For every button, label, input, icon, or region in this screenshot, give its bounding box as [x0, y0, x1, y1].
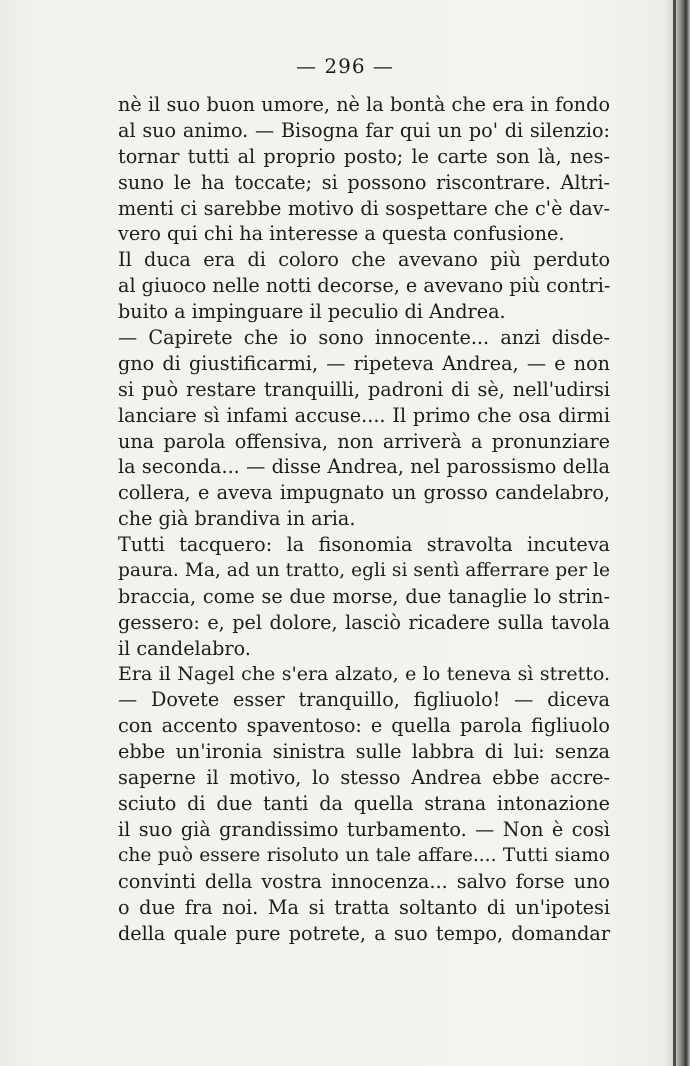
text-line: convinti della vostra innocenza... salvo forse uno: [118, 869, 610, 893]
text-line: che può essere risoluto un tale affare.... Tutti siamo: [118, 844, 610, 866]
text-line: suno le ha toccate; si possono riscontrare. Altri-: [118, 170, 610, 194]
text-line: si può restare tranquilli, padroni di sè, nell'udirsi: [118, 377, 610, 401]
body-text: [118, 92, 610, 946]
text-line: paura. Ma, ad un tratto, egli si sentì afferrare per le: [118, 560, 610, 582]
text-line: la seconda... — disse Andrea, nel parossismo della: [118, 455, 610, 479]
text-line: gno di giustificarmi, — ripeteva Andrea, — e non: [118, 351, 610, 375]
text-line: con accento spaventoso: e quella parola figliuolo: [118, 714, 610, 738]
text-line: il candelabro.: [118, 636, 251, 660]
text-line: buito a impinguare il peculio di Andrea.: [118, 300, 506, 324]
text-line: ebbe un'ironia sinistra sulle labbra di lui: senza: [118, 740, 610, 764]
text-line: saperne il motivo, lo stesso Andrea ebbe accre-: [118, 766, 610, 790]
text-line: Tutti tacquero: la fisonomia stravolta incuteva: [118, 533, 610, 557]
text-line: al giuoco nelle notti decorse, e avevano più contri-: [118, 274, 611, 298]
text-line: il suo già grandissimo turbamento. — Non è così: [118, 817, 610, 841]
text-line: tornar tutti al proprio posto; le carte son là, nes-: [118, 144, 610, 168]
text-line: collera, e aveva impugnato un grosso candelabro,: [118, 481, 610, 505]
text-line: lanciare sì infami accuse.... Il primo che osa dirmi: [118, 403, 610, 427]
text-line: nè il suo buon umore, nè la bontà che era in fondo: [118, 93, 610, 116]
text-line: braccia, come se due morse, due tanaglie lo strin-: [118, 584, 610, 608]
text-line: vero qui chi ha interesse a questa confusione.: [118, 222, 565, 246]
page-number: — 296 —: [296, 54, 394, 78]
text-line: che già brandiva in aria.: [118, 507, 356, 531]
text-line: Il duca era di coloro che avevano più perduto: [118, 248, 610, 272]
text-line: Era il Nagel che s'era alzato, e lo teneva sì stretto.: [118, 662, 610, 685]
text-line: — Capirete che io sono innocente... anzi disde-: [118, 326, 610, 350]
text-line: della quale pure potrete, a suo tempo, domandar: [118, 921, 610, 945]
text-line: menti ci sarebbe motivo di sospettare che c'è dav-: [118, 196, 610, 220]
text-line: o due fra noi. Ma si tratta soltanto di un'ipotesi: [118, 895, 610, 919]
text-line: — Dovete esser tranquillo, figliuolo! — diceva: [118, 688, 610, 712]
page-binding-shadow: [664, 0, 690, 1066]
text-line: gessero: e, pel dolore, lasciò ricadere sulla tavola: [118, 610, 610, 634]
text-line: al suo animo. — Bisogna far qui un po' di silenzio:: [118, 118, 610, 142]
page-binding-edge: [673, 0, 676, 1066]
text-line: una parola offensiva, non arriverà a pronunziare: [118, 429, 610, 453]
text-line: sciuto di due tanti da quella strana intonazione: [118, 792, 610, 816]
